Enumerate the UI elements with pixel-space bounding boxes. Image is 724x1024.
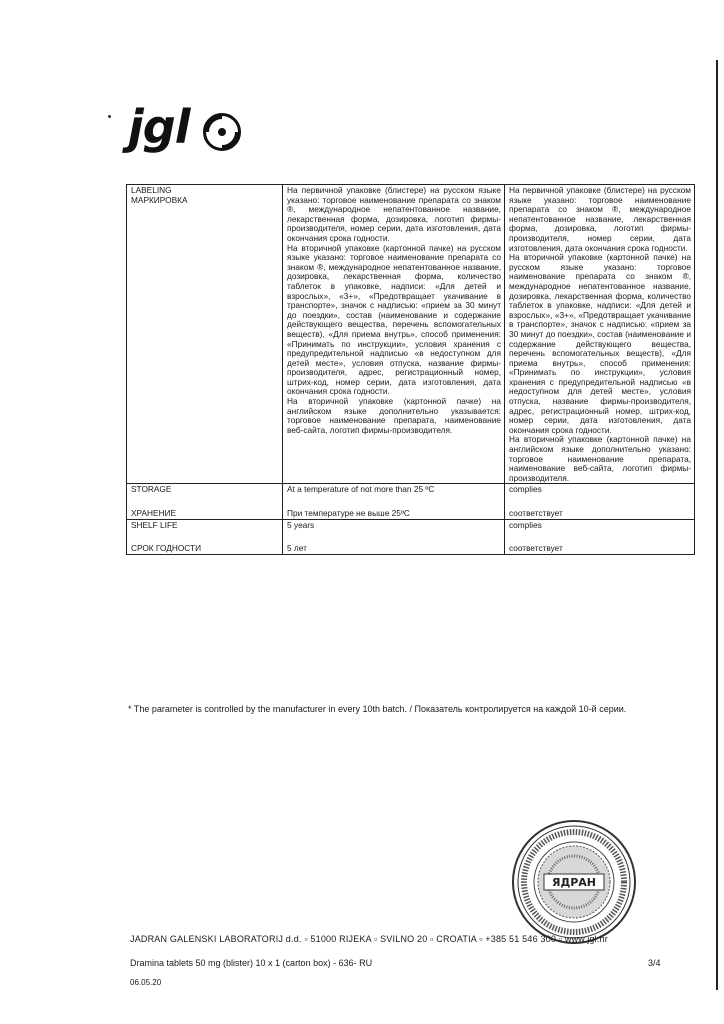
table-row-storage bbox=[127, 484, 695, 519]
labeling-label-cell bbox=[127, 185, 283, 484]
spacer bbox=[509, 530, 691, 544]
storage-label-en: STORAGE bbox=[131, 484, 172, 495]
company-seal-stamp bbox=[510, 818, 638, 946]
logo-swirl-icon bbox=[200, 110, 244, 154]
spacer bbox=[131, 495, 279, 509]
footer-date: 06.05.20 bbox=[130, 978, 162, 987]
shelf-life-result-ru: соответствует bbox=[509, 543, 563, 554]
scan-speck bbox=[108, 115, 111, 118]
page-edge-line bbox=[716, 60, 718, 990]
shelf-life-result-en: complies bbox=[509, 519, 542, 530]
table-row-shelf-life bbox=[127, 519, 695, 554]
stamp-text: ЯДРАН bbox=[551, 876, 597, 889]
table-row-labeling bbox=[127, 185, 695, 484]
storage-spec-ru: При температуре не выше 25ºC bbox=[287, 508, 410, 518]
storage-spec-cell bbox=[283, 484, 505, 519]
spacer bbox=[509, 495, 691, 509]
footer-document-title: Dramina tablets 50 mg (blister) 10 x 1 (carton box) - 636- RU bbox=[130, 958, 373, 968]
shelf-life-label-ru: СРОК ГОДНОСТИ bbox=[131, 543, 202, 554]
labeling-result-paragraph: На вторичной упаковке (картонной пачке) на английском языке дополнительно указано: торговое наименование препарата, наименование веб-сайта, логотип фирмы-производителя. bbox=[509, 434, 691, 483]
specification-table bbox=[126, 184, 695, 555]
footer-address: JADRAN GALENSKI LABORATORIJ d.d. ▫ 51000 RIJEKA ▫ SVILNO 20 ▫ CROATIA ▫ +385 51 546 300 ▫ www.jgl.hr bbox=[130, 934, 608, 944]
labeling-result-cell bbox=[505, 185, 695, 484]
page-number: 3/4 bbox=[648, 958, 661, 968]
storage-label-ru: ХРАНЕНИЕ bbox=[131, 508, 177, 518]
spacer bbox=[131, 530, 279, 544]
footnote: * The parameter is controlled by the manufacturer in every 10th batch. / Показатель контролируется на каждой 10-й серии. bbox=[128, 704, 627, 714]
labeling-label-en: LABELING bbox=[131, 185, 172, 195]
storage-spec-en: At a temperature of not more than 25 ºC bbox=[287, 484, 435, 495]
storage-label-cell bbox=[127, 484, 283, 519]
shelf-life-result-cell bbox=[505, 519, 695, 554]
shelf-life-spec-cell bbox=[283, 519, 505, 554]
labeling-spec-paragraph: На вторичной упаковке (картонной пачке) на русском языке указано: торговое наименование препарата со знаком ®, международное непатентованное название, дозировка, лекарственная форма, количество таблеток в упаковке, надписи: «Для детей и взрослых», «3+», «Предотвращает укачивание в транспорте», значок с надписью: «прием за 30 минут до поездки», состав (наименование и содержание действующего вещества, перечень вспомогательных веществ), «Для приема внутрь», способ применения: «Принимать по инструкции», условия хранения с предупредительной надписью «в недоступном для детей месте», условия отпуска, название фирмы-производителя, адрес, регистрационный номер, штрих-код, номер серии, дата изготовления, дата окончания срока годности. bbox=[287, 242, 501, 397]
shelf-life-spec-en: 5 years bbox=[287, 519, 315, 530]
labeling-label-ru: МАРКИРОВКА bbox=[131, 194, 188, 205]
labeling-result-paragraph: На вторичной упаковке (картонной пачке) на русском языке указано: торговое наименование препарата со знаком ®, международное непатентованное название, дозировка, лекарственная форма, количество таблеток в упаковке, надписи: «Для детей и взрослых», «3+», «Предотвращает укачивание в транспорте», значок с надписью: «прием за 30 минут до поездки», состав (наименование и содержание действующего вещества, перечень вспомогательных веществ), «Для приема внутрь», способ применения: «Принимать по инструкции», условия хранения с предупредительной надписью «в недоступном для детей месте», условия отпуска, название фирмы-производителя, адрес, регистрационный номер, штрих-код, номер серии, дата изготовления, дата окончания срока годности. bbox=[509, 252, 691, 435]
shelf-life-label-cell bbox=[127, 519, 283, 554]
spacer bbox=[287, 495, 501, 509]
storage-result-ru: соответствует bbox=[509, 508, 563, 518]
shelf-life-label-en: SHELF LIFE bbox=[131, 519, 178, 530]
labeling-spec-paragraph: На первичной упаковке (блистере) на русском языке указано: торговое наименование препарата со знаком ®, международное непатентованное название, лекарственная форма, дозировка, логотип фирмы-производителя, номер серии, дата изготовления, дата окончания срока годности. bbox=[287, 185, 501, 243]
labeling-result-paragraph: На первичной упаковке (блистере) на русском языке указано: торговое наименование препарата со знаком ®, международное непатентованное название, лекарственная форма, дозировка, логотип фирмы-производителя, номер серии, дата изготовления, дата окончания срока годности. bbox=[509, 185, 691, 253]
storage-result-cell bbox=[505, 484, 695, 519]
labeling-spec-paragraph: На вторичной упаковке (картонной пачке) на английском языке дополнительно указывается: торговое наименование препарата, наименование веб-сайта, логотип фирмы-производителя. bbox=[287, 396, 501, 435]
shelf-life-spec-ru: 5 лет bbox=[287, 543, 307, 554]
labeling-spec-cell bbox=[283, 185, 505, 484]
spacer bbox=[287, 530, 501, 544]
storage-result-en: complies bbox=[509, 484, 542, 495]
logo-text: jgl bbox=[128, 100, 190, 154]
